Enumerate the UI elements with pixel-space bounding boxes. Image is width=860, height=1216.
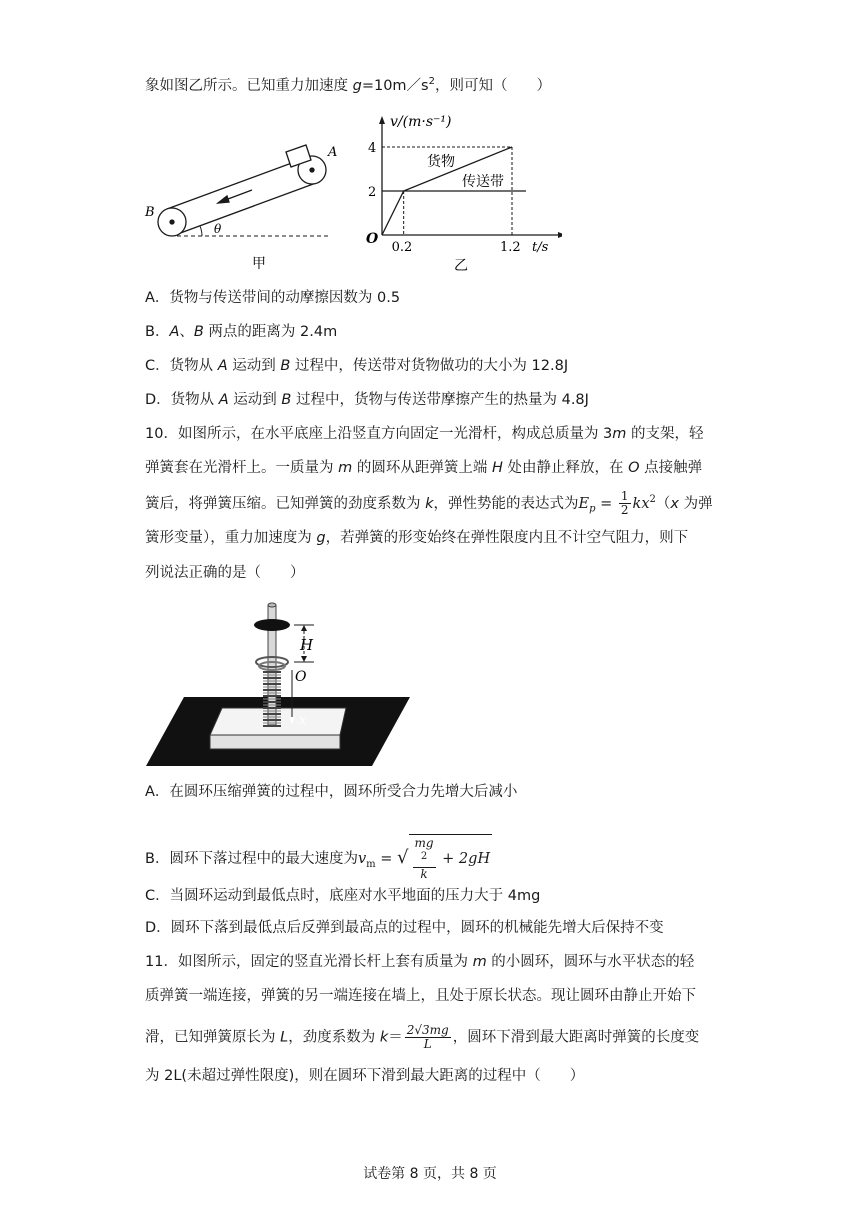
y-axis-arrow <box>379 116 385 124</box>
q10-line-3: 簧后，将弹簧压缩。已知弹簧的劲度系数为 k，弹性势能的表达式为$E_p$ = $\frac{1}{2}$ $kx^2(x$ 为弹 <box>145 489 713 518</box>
q10-line-2: 弹簧套在光滑杆上。一质量为 m 的圆环从距弹簧上端 H 处由静止释放，在 O 点接触弹 <box>145 460 703 476</box>
q10-line-4: 簧形变量），重力加速度为 g，若弹簧的形变始终在弹性限度内且不计空气阻力，则下 <box>145 530 689 546</box>
intro-text: 象如图乙所示。已知重力加速度 <box>145 77 353 94</box>
q9-option-c: C．货物从 A 运动到 B 过程中，传送带对货物做功的大小为 12.8J <box>145 358 569 374</box>
label-x: x <box>299 713 307 728</box>
x-axis-arrow <box>558 232 562 238</box>
label-H: H <box>300 636 314 654</box>
label-theta: θ <box>214 222 222 236</box>
origin-label: O <box>366 231 379 247</box>
q11-line-1: 11．如图所示，固定的竖直光滑长杆上套有质量为 m 的小圆环，圆环与水平状态的轻 <box>145 954 695 970</box>
y-tick-label: 2 <box>368 185 377 200</box>
caption-jia: 甲 <box>252 256 266 272</box>
x-tick-label: 1.2 <box>500 240 521 255</box>
q9-option-d: D．货物从 A 运动到 B 过程中，货物与传送带摩擦产生的热量为 4.8J <box>145 392 589 408</box>
page-footer: 试卷第 8 页，共 8 页 <box>363 1166 497 1182</box>
superscript: 2 <box>428 76 435 87</box>
q11-line-4: 为 2L(未超过弹性限度)，则在圆环下滑到最大距离的过程中（ ） <box>145 1068 585 1084</box>
y-axis-label: v/(m·s⁻¹) <box>390 114 452 130</box>
figure-spring-rod <box>144 600 412 770</box>
q9-option-b: B．A、B 两点的距离为 2.4m <box>145 324 338 340</box>
figure-yi-vt-chart <box>362 108 562 273</box>
series-label-belt: 传送带 <box>462 174 504 190</box>
intro-text: ，则可知（ ） <box>434 77 551 94</box>
figure-jia-conveyor <box>140 132 340 272</box>
y-tick-label: 4 <box>368 141 377 156</box>
q9-option-a: A．货物与传送带间的动摩擦因数为 0.5 <box>145 290 401 306</box>
q10-line-5: 列说法正确的是（ ） <box>145 565 305 581</box>
label-B: B <box>145 205 155 220</box>
series-label-cargo: 货物 <box>427 154 455 170</box>
x-axis-label: t/s <box>532 240 549 255</box>
intro-line <box>145 72 551 96</box>
g-symbol: g <box>352 77 362 94</box>
intro-text: =10m／s <box>361 77 429 94</box>
q10-option-b: B．圆环下落过程中的最大速度为$v_m$ = √ mg $^2$ k + 2gH <box>145 836 491 881</box>
q10-option-c: C．当圆环运动到最低点时，底座对水平地面的压力大于 4mg <box>145 888 541 904</box>
caption-yi: 乙 <box>454 258 468 273</box>
label-A: A <box>328 145 338 160</box>
q10-option-d: D．圆环下落到最低点后反弹到最高点的过程中，圆环的机械能先增大后保持不变 <box>145 920 664 936</box>
q11-line-3: 滑，已知弹簧原长为 L，劲度系数为 k＝ $\frac{2√3mg}{L}$ ，圆环下滑到最大距离时弹簧的长度变 <box>145 1023 700 1051</box>
q11-line-2: 质弹簧一端连接，弹簧的另一端连接在墙上，且处于原长状态。现让圆环由静止开始下 <box>145 988 696 1004</box>
label-O: O <box>295 669 307 685</box>
q10-option-a: A．在圆环压缩弹簧的过程中，圆环所受合力先增大后减小 <box>145 784 518 800</box>
x-tick-label: 0.2 <box>391 240 413 255</box>
q10-line-1: 10．如图所示，在水平底座上沿竖直方向固定一光滑杆，构成总质量为 3m 的支架，轻 <box>145 426 704 442</box>
